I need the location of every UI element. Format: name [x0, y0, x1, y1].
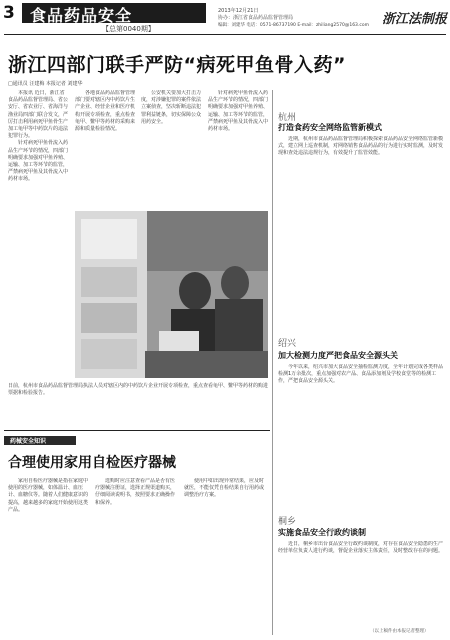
newspaper-brand: 浙江法制报 — [382, 12, 448, 27]
main-paragraph: 针对病死甲鱼骨流入药品生产环节的情况，四部门明确要求加强对甲鱼养殖、运输、加工等环节的监管，严禁病死甲鱼及其骨流入中药材市场。 — [8, 140, 68, 183]
main-paragraph: 公安机关要加大打击力度，对涉嫌犯罪的案件依法立案侦查，坚决斩断违法犯罪利益链条，切实保障公众用药安全。 — [141, 90, 202, 125]
sidebar-title-hangzhou: 打造食药安全网络监管新模式 — [278, 123, 382, 132]
sidebar-text-tongxiang — [278, 541, 446, 625]
sidebar-text-hangzhou — [278, 136, 446, 306]
second-article-col-1 — [8, 478, 88, 633]
sidebar-region-hangzhou: 杭州 — [278, 113, 297, 123]
header-meta — [218, 8, 369, 29]
edition-number: 【总第0040期】 — [102, 25, 155, 33]
section-title: 食品药品安全 — [30, 6, 133, 25]
inspection-photo — [75, 211, 268, 378]
second-headline: 合理使用家用自检医疗器械 — [8, 455, 176, 471]
second-article-col-3 — [184, 478, 268, 633]
co-organizer: 协办：浙江省食品药品监督管理局 — [218, 15, 294, 21]
sidebar-paragraph: 今年以来，绍兴市加大食品安全抽检监测力度，全年计划完成各类样品检测1万余批次，重点加强对农产品、食品添加剂及学校食堂等的检测工作，严把食品安全源头关。 — [278, 364, 444, 385]
second-article-col-2 — [95, 478, 177, 633]
sidebar-title-tongxiang: 实施食品安全行政约谈制 — [278, 528, 366, 537]
inspection-photo-image — [75, 211, 268, 378]
sidebar-text-shaoxing — [278, 364, 446, 484]
sidebar-region-shaoxing: 绍兴 — [278, 339, 297, 349]
editor-contact: 编辑：刘建华 电话：0571-86737190 E-mail：zhiliang2570@163.com — [218, 23, 369, 28]
main-article-col-4 — [208, 90, 268, 208]
main-article-col-3 — [141, 90, 203, 208]
main-paragraph: 针对病死甲鱼骨流入药品生产环节的情况，四部门明确要求加强对甲鱼养殖、运输、加工等环节的监管，严禁病死甲鱼及其骨流入中药材市场。 — [208, 90, 268, 133]
footer-note: （以上稿件由本报记者整理） — [370, 629, 429, 634]
header-rule — [4, 34, 446, 35]
main-byline: □通讯员 汪建梅 本报记者 刘建华 — [8, 81, 83, 87]
page-number: 3 — [3, 3, 15, 23]
sidebar-region-tongxiang: 桐乡 — [278, 517, 297, 527]
second-paragraph: 选购时应注意查看产品是否有医疗器械注册证，选择正规渠道购买，仔细阅读说明书，按照要求正确操作和保养。 — [95, 478, 176, 506]
sidebar-title-shaoxing: 加大检测力度严把食品安全源头关 — [278, 351, 398, 360]
section-divider — [4, 430, 270, 431]
second-paragraph: 家用自检医疗器械是指在家庭中使用的医疗器械，如体温计、血压计、血糖仪等。随着人们健康意识的提高，越来越多的家庭开始使用这类产品。 — [8, 478, 88, 513]
issue-date: 2013年12月21日 — [218, 8, 259, 14]
main-article-col-2 — [75, 90, 135, 208]
sidebar-paragraph: 近期，杭州市食品药品监督管理局积极探索食品药品安全网络监管新模式，建立网上巡查机制，对网络销售食品药品的行为进行实时监测，及时发现和查处违法违规行为，有效提升了监管效能。 — [278, 136, 444, 157]
main-paragraph: 本报讯 近日，浙江省食品药品监督管理局、省公安厅、省农业厅、省海洋与渔业局四部门联合发文，严厉打击利用病死甲鱼骨生产加工龟甲等中药饮片的违法犯罪行为。 — [8, 90, 68, 140]
category-tag: 药械安全知识 — [10, 438, 47, 445]
second-paragraph: 使用中如出现异常结果，应及时就医，不能仅凭自检结果自行用药或调整治疗方案。 — [184, 478, 265, 499]
main-article-col-1 — [8, 90, 68, 380]
sidebar-paragraph: 近日，桐乡市出台食品安全行政约谈制度，对存在食品安全隐患的生产经营单位负责人进行约谈，督促企业落实主体责任，及时整改存在的问题。 — [278, 541, 444, 555]
column-divider — [272, 90, 273, 635]
main-headline: 浙江四部门联手严防“病死甲鱼骨入药” — [8, 54, 346, 76]
main-paragraph: 各地食品药品监督管理部门要对辖区内中药饮片生产企业、经营企业和医疗机构开展专项检查，重点检查龟甲、鳖甲等药材的采购来源和质量检验情况。 — [75, 90, 135, 133]
photo-caption: 日前，杭州市食品药品监督管理局执法人员对辖区内的中药饮片企业开展专项检查，重点查看龟甲、鳖甲等药材的购进票据和检验报告。 — [8, 383, 269, 396]
